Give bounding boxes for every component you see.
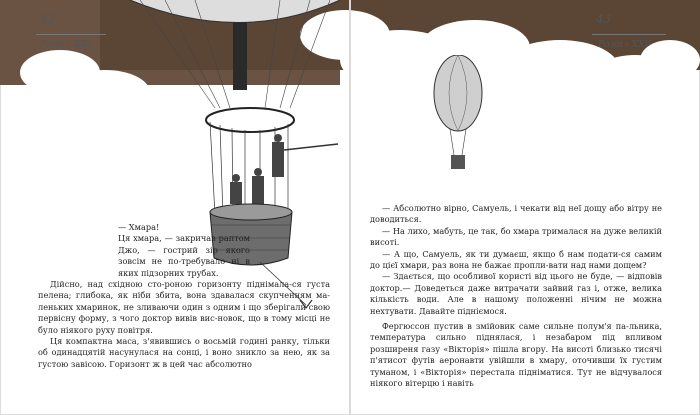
- left-paragraph-1: — Хмара!: [118, 222, 160, 232]
- right-paragraph-5: Фергюссон пустив в змійовик саме сильне полум'я па-льника, температура сильно піднялася, і незабаром під впливом розширеня газу «Вікторія» пішла вгору. На висоті близько тисячі п'ятисот футів аеронавти увійшли в хмару, оточивши їх густим туманом, і «Вікторія» перестала підніматися. Тут не відчувалося ніякого вітерцю і навіть: [370, 321, 662, 389]
- right-paragraph-1: — Абсолютно вірно, Самуель, і чекати від неї дощу або вітру не доводиться.: [370, 203, 662, 225]
- right-paragraph-3: — А що, Самуель, як ти думаєш, якщо б нам подати-ся самим до цієї хмари, раз вона не бажає пропли-вати над нами дощем?: [370, 248, 662, 271]
- page-gutter: [349, 0, 351, 415]
- left-page-text: [38, 222, 330, 370]
- left-chapter-header: Розділ XXV: [40, 40, 93, 50]
- distant-balloon-illustration: [420, 55, 500, 185]
- left-paragraph-3: Дійсно, над східною сто-роною горизонту піднімала-ся густа пелена; глибока, як ніби збита, вона здавалася скупченням ма-леньких хмаринок, не зливаючи один з одним і що зберігали свою первісну форму, з чого доктор вивів вис-новок, що в тому місці не було ніякого руху повітря.: [38, 279, 330, 335]
- right-paragraph-4: — Здається, що особливої користі від цього не буде, — відповів доктор.— Доведеться даже витрачати зайвий газ і, отже, велика кількість води. Але в нашому положенні нічим не можна нехтувати. Давайте підніємося.: [370, 271, 662, 316]
- right-header-rule: [592, 34, 666, 35]
- right-page-text: [370, 203, 662, 390]
- right-chapter-header: Розділ XXV: [598, 40, 651, 50]
- left-paragraph-2: Ця хмара, — закричав раптом Джо, — гострий зір якого зовсім не по-требувало ні в яких підзорних трубах.: [118, 233, 250, 278]
- left-header-rule: [36, 34, 106, 35]
- right-page-number: 43: [596, 12, 612, 26]
- right-paragraph-2: — На лихо, мабуть, це так, бо хмара трималася на дуже великій висоті.: [370, 225, 662, 248]
- left-paragraph-4: Ця компактна маса, з'явившись о восьмій годині ранку, тільки об одинадцятій насунулася на сонці, і воно зникло за нею, як за густою завісою. Горизонт ж в цей час абсолютно: [38, 336, 330, 369]
- left-page-number: 42: [40, 12, 56, 26]
